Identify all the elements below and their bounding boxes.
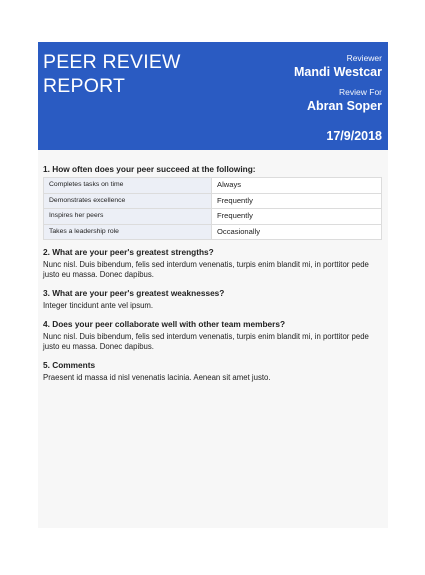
question-3: 3. What are your peer's greatest weaknesses? <box>43 288 225 298</box>
table-row <box>44 209 382 225</box>
rating-item: Demonstrates excellence <box>44 193 212 209</box>
question-2: 2. What are your peer's greatest strengths? <box>43 247 214 257</box>
rating-value: Occasionally <box>212 224 382 240</box>
review-date: 17/9/2018 <box>326 129 382 143</box>
question-4: 4. Does your peer collaborate well with other team members? <box>43 319 286 329</box>
rating-item: Inspires her peers <box>44 209 212 225</box>
review-for-name: Abran Soper <box>306 99 382 113</box>
reviewer-label: Reviewer <box>346 53 382 63</box>
report-header <box>38 42 388 150</box>
rating-table <box>43 177 382 240</box>
report-body <box>43 164 383 391</box>
answer-3: Integer tincidunt ante vel ipsum. <box>43 301 154 310</box>
question-1: 1. How often does your peer succeed at the following: <box>43 164 256 174</box>
rating-item: Completes tasks on time <box>44 178 212 194</box>
reviewer-name: Mandi Westcar <box>294 65 382 79</box>
rating-value: Frequently <box>212 209 382 225</box>
review-for-label: Review For <box>339 87 382 97</box>
answer-2: Nunc nisl. Duis bibendum, felis sed interdum venenatis, turpis enim blandit mi, in porttitor pede justo eu massa. Donec dapibus. <box>43 260 369 279</box>
table-row <box>44 193 382 209</box>
answer-4: Nunc nisl. Duis bibendum, felis sed interdum venenatis, turpis enim blandit mi, in porttitor pede justo eu massa. Donec dapibus. <box>43 332 369 351</box>
rating-value: Frequently <box>212 193 382 209</box>
review-meta <box>294 52 382 144</box>
table-row <box>44 178 382 194</box>
answer-5: Praesent id massa id nisl venenatis lacinia. Aenean sit amet justo. <box>43 373 271 382</box>
report-page <box>38 42 388 528</box>
rating-value: Always <box>212 178 382 194</box>
question-5: 5. Comments <box>43 360 96 370</box>
table-row <box>44 224 382 240</box>
rating-item: Takes a leadership role <box>44 224 212 240</box>
report-title: PEER REVIEW REPORT <box>43 51 181 97</box>
